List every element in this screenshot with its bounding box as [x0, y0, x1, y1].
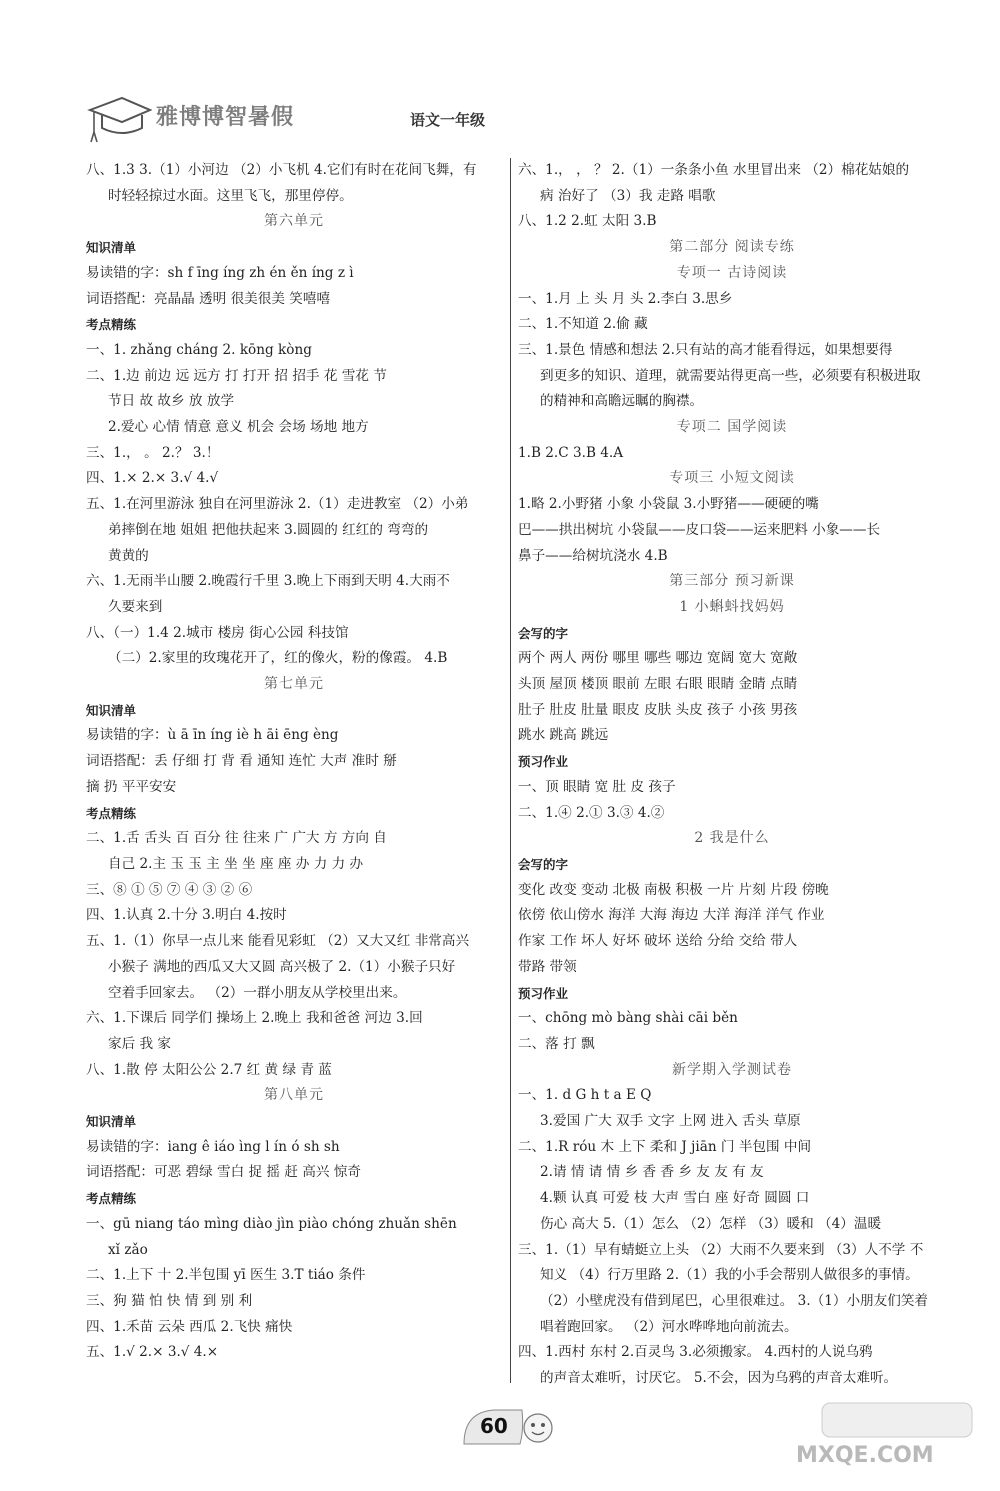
answer-line: xǐ zǎo [108, 1241, 148, 1258]
page-number: 60 [480, 1414, 508, 1438]
answer-line: 一、chōng mò bàng shài cāi běn [518, 1010, 738, 1027]
subsection-heading: 预习作业 [518, 985, 569, 1001]
answer-line: 五、1.（1）你早一点儿来 能看见彩虹 （2）又大又红 非常高兴 [86, 933, 470, 950]
answer-line: 五、1.√ 2.× 3.√ 4.× [86, 1344, 219, 1361]
answer-line: 的精神和高瞻远瞩的胸襟。 [540, 393, 704, 410]
answer-line: 八、1.2 2.虹 太阳 3.B [518, 213, 657, 230]
answer-line: 二、1.不知道 2.偷 藏 [518, 316, 648, 333]
graduation-cap-icon [86, 92, 152, 148]
answer-line: 易读错的字：ù ā īn íng iè h āi ēng èng [86, 727, 339, 744]
answer-line: 作家 工作 坏人 好坏 破坏 送给 分给 交给 带人 [518, 933, 798, 950]
section-heading: 第六单元 [264, 213, 324, 230]
answer-line: 一、1. zhǎng cháng 2. kōng kòng [86, 341, 312, 358]
right-column [518, 158, 946, 1392]
answer-line: 三、⑧ ① ⑤ ⑦ ④ ③ ② ⑥ [86, 881, 253, 898]
subsection-heading: 知识清单 [86, 702, 137, 718]
answer-line: 八、1.3 3.（1）小河边 （2）小飞机 4.它们有时在花间飞舞，有 [86, 162, 477, 178]
section-heading: 新学期入学测试卷 [672, 1061, 792, 1078]
answer-line: 一、1.月 上 头 月 头 2.李白 3.思乡 [518, 290, 733, 307]
book-subtitle: 语文一年级 [410, 111, 486, 129]
answer-line: 2.爱心 心情 情意 意义 机会 会场 场地 地方 [108, 419, 369, 436]
answer-line: 二、落 打 飘 [518, 1035, 595, 1052]
answer-line: 易读错的字：sh f īng íng zh én ěn íng z ì [86, 264, 354, 281]
answer-line: 三、1.景色 情感和想法 2.只有站的高才能看得远，如果想要得 [518, 341, 893, 358]
answer-line: 弟摔倒在地 姐姐 把他扶起来 3.圆圆的 红红的 弯弯的 [108, 521, 429, 538]
answer-line: 时轻轻掠过水面。这里飞飞，那里停停。 [108, 187, 353, 204]
answer-line: 三、1.， 。 2.？ 3.！ [86, 444, 220, 461]
answer-line: 2.请 情 请 情 乡 香 香 乡 友 友 有 友 [540, 1164, 764, 1181]
subsection-heading: 考点精练 [86, 805, 137, 821]
section-heading: 1 小蝌蚪找妈妈 [679, 598, 785, 615]
subsection-heading: 知识清单 [86, 240, 137, 256]
subsection-heading: 知识清单 [86, 1114, 137, 1130]
watermark-text: MXQE.COM [796, 1443, 934, 1468]
answer-line: 词语搭配：亮晶晶 透明 很美很美 笑嘻嘻 [86, 290, 331, 307]
answer-line: 六、1.， ， ？ 2.（1）一条条小鱼 水里冒出来 （2）棉花姑娘的 [518, 162, 910, 178]
answer-line: 三、1.（1）早有蜻蜓立上头 （2）大雨不久要来到 （3）人不学 不 [518, 1241, 924, 1258]
section-heading: 第八单元 [264, 1087, 324, 1104]
answer-line: 的声音太难听，讨厌它。 5.不会，因为乌鸦的声音太难听。 [540, 1370, 898, 1387]
section-heading: 专项三 小短文阅读 [669, 470, 795, 487]
answer-line: 头顶 屋顶 楼顶 眼前 左眼 右眼 眼睛 金睛 点睛 [518, 676, 798, 693]
answer-line: 八、（一）1.4 2.城市 楼房 街心公园 科技馆 [86, 624, 349, 641]
subsection-heading: 预习作业 [518, 754, 569, 770]
answer-line: 二、1.边 前边 远 远方 打 打开 招 招手 花 雪花 节 [86, 367, 387, 384]
section-heading: 2 我是什么 [694, 830, 770, 847]
answer-line: 巴——拱出树坑 小袋鼠——皮口袋——运来肥料 小象——长 [518, 521, 881, 538]
answer-line: 四、1.× 2.× 3.√ 4.√ [86, 470, 219, 487]
section-heading: 第三部分 预习新课 [669, 573, 795, 590]
answer-line: 六、1.下课后 同学们 操场上 2.晚上 我和爸爸 河边 3.回 [86, 1010, 423, 1027]
answer-line: 知义 （4）行万里路 2.（1）我的小手会帮别人做很多的事情。 [540, 1267, 919, 1284]
answer-line: 四、1.西村 东村 2.百灵鸟 3.必须搬家。 4.西村的人说乌鸦 [518, 1344, 873, 1361]
answer-line: 一、1. d G h t a E Q [518, 1087, 652, 1104]
answer-line: 摘 扔 平平安安 [86, 778, 177, 795]
answer-line: 家后 我 家 [108, 1035, 172, 1052]
answer-line: 黄黄的 [108, 547, 149, 564]
answer-line: 八、1.散 停 太阳公公 2.7 红 黄 绿 青 蓝 [86, 1061, 332, 1078]
subsection-heading: 会写的字 [518, 856, 569, 872]
answer-line: 到更多的知识、道理，就需要站得更高一些，必须要有积极进取 [540, 367, 921, 384]
answer-line: 病 治好了 （3）我 走路 唱歌 [540, 187, 716, 204]
answer-line: 五、1.在河里游泳 独自在河里游泳 2.（1）走进教室 （2）小弟 [86, 496, 469, 513]
answer-line: 易读错的字：iang ê iáo ìng l ín ó sh sh [86, 1138, 340, 1155]
section-heading: 第二部分 阅读专练 [669, 239, 795, 256]
answer-line: 依傍 依山傍水 海洋 大海 海边 大洋 海洋 洋气 作业 [518, 907, 825, 924]
section-heading: 第七单元 [264, 676, 324, 693]
answer-line: 一、gū niang táo mìng diào jìn piào chóng zhuǎn shēn [86, 1215, 457, 1232]
section-heading: 专项一 古诗阅读 [676, 264, 788, 281]
answer-line: 跳水 跳高 跳远 [518, 727, 609, 744]
answer-line: 久要来到 [108, 598, 163, 615]
answer-line: 4.颗 认真 可爱 枝 大声 雪白 座 好奇 圆圆 口 [540, 1190, 810, 1207]
page-badge-icon [458, 1400, 558, 1450]
answer-line: 1.略 2.小野猪 小象 小袋鼠 3.小野猪——硬硬的嘴 [518, 496, 819, 513]
answer-line: 四、1.禾苗 云朵 西瓜 2.飞快 痛快 [86, 1318, 293, 1335]
brand-title: 雅博博智暑假 [156, 105, 295, 130]
answer-line: 四、1.认真 2.十分 3.明白 4.按时 [86, 907, 287, 924]
answer-line: 二、1.舌 舌头 百 百分 往 往来 广 广大 方 方向 自 [86, 830, 387, 847]
answer-line: 自己 2.主 玉 玉 主 坐 坐 座 座 办 力 力 办 [108, 855, 364, 872]
answer-line: 3.爱国 广大 双手 文字 上网 进入 舌头 草原 [540, 1113, 801, 1130]
answer-line: 鼻子——给树坑浇水 4.B [518, 547, 668, 564]
subsection-heading: 考点精练 [86, 317, 137, 333]
answer-line: 两个 两人 两份 哪里 哪些 哪边 宽阔 宽大 宽敞 [518, 650, 798, 667]
answer-line: 肚子 肚皮 肚量 眼皮 皮肤 头皮 孩子 小孩 男孩 [518, 701, 798, 718]
answer-line: 一、顶 眼睛 宽 肚 皮 孩子 [518, 778, 676, 795]
answer-line: 六、1.无雨半山腰 2.晚霞行千里 3.晚上下雨到天明 4.大雨不 [86, 573, 450, 590]
left-column [86, 158, 502, 1366]
book-header [86, 92, 506, 150]
page-footer [458, 1400, 558, 1450]
answer-line: 节日 故 故乡 放 放学 [108, 393, 235, 410]
answer-line: （二）2.家里的玫瑰花开了，红的像火，粉的像霞。 4.B [108, 650, 448, 667]
subsection-heading: 考点精练 [86, 1191, 137, 1207]
answer-line: 伤心 高大 5.（1）怎么 （2）怎样 （3）暖和 （4）温暖 [540, 1215, 882, 1232]
answer-line: 带路 带领 [518, 958, 577, 975]
answer-line: 变化 改变 变动 北极 南极 积极 一片 片刻 片段 傍晚 [518, 881, 829, 898]
answer-line: 空着手回家去。 （2）一群小朋友从学校里出来。 [108, 984, 407, 1001]
answer-line: 二、1.④ 2.① 3.③ 4.② [518, 804, 665, 821]
answer-line: 二、1.上下 十 2.半包围 yī 医生 3.T tiáo 条件 [86, 1267, 366, 1284]
answer-line: 词语搭配：可恶 碧绿 雪白 捉 摇 赶 高兴 惊奇 [86, 1164, 361, 1181]
answer-line: 二、1.R róu 木 上下 柔和 J jiān 门 半包围 中间 [518, 1138, 812, 1155]
column-divider [510, 158, 511, 1383]
answer-line: 词语搭配：丢 仔细 打 背 看 通知 连忙 大声 准时 掰 [86, 753, 397, 770]
section-heading: 专项二 国学阅读 [676, 419, 788, 436]
answer-line: 唱着跑回家。 （2）河水哗哗地向前流去。 [540, 1318, 798, 1335]
site-watermark [782, 1399, 982, 1479]
watermark-logo-icon [782, 1399, 982, 1439]
answer-line: 1.B 2.C 3.B 4.A [518, 444, 624, 461]
answer-line: 三、狗 猫 怕 快 情 到 别 利 [86, 1292, 253, 1309]
subsection-heading: 会写的字 [518, 625, 569, 641]
answer-line: 小猴子 满地的西瓜又大又圆 高兴极了 2.（1）小猴子只好 [108, 958, 456, 975]
answer-line: （2）小壁虎没有借到尾巴，心里很难过。 3.（1）小朋友们笑着 [540, 1292, 929, 1309]
